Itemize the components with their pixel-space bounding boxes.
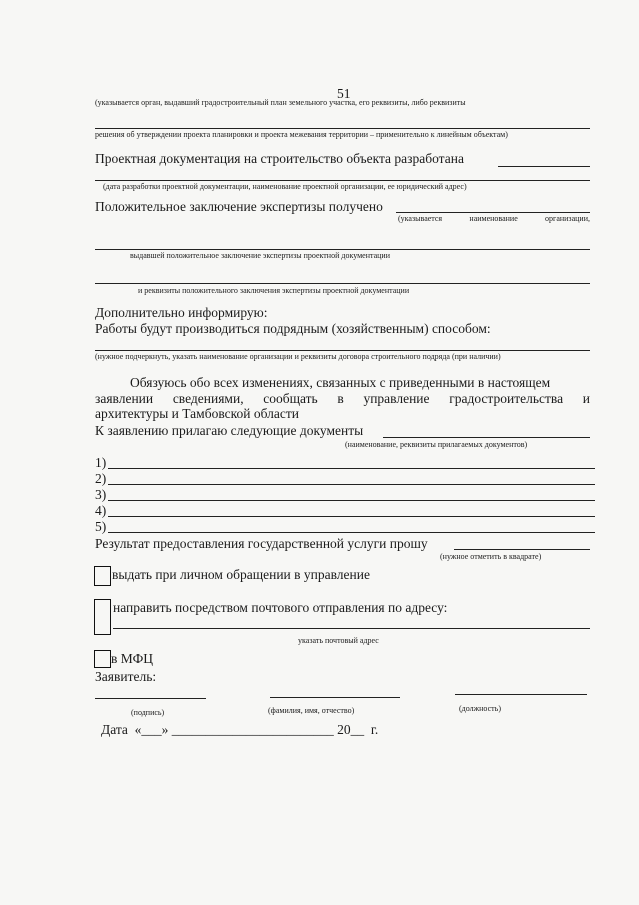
attachment-number: 4) [95,503,107,518]
attachment-number: 5) [95,519,107,534]
applicant-label: Заявитель: [95,669,157,684]
obligation-word: и [582,391,590,406]
position-caption: (должность) [459,704,501,713]
full-name-caption: (фамилия, имя, отчество) [268,706,355,715]
address-fill-line[interactable] [113,628,590,629]
obligation-word: в [337,391,344,406]
date-close-quote: » [161,722,169,737]
obligation-line-1: Обязуюсь обо всех изменениях, связанных с приведенными в настоящем [130,375,551,390]
expertise-note-word: (указывается [398,214,443,223]
obligation-word: градостроительства [449,391,564,406]
attachment-line[interactable] [108,500,595,501]
result-fill-line[interactable] [454,549,590,550]
design-doc-label: Проектная документация на строительство объекта разработана [95,151,464,166]
option-checkbox-mail[interactable] [94,599,111,635]
obligation-word: управление [363,391,430,406]
works-fill-line[interactable] [95,350,590,351]
date-year[interactable]: 20__ [337,722,365,737]
attachment-line[interactable] [108,516,595,517]
works-note: (нужное подчеркнуть, указать наименование организации и реквизиты договора строительного подряда (при наличии) [95,352,501,361]
expertise-note-1 [398,214,590,223]
address-note: указать почтовый адрес [298,636,379,645]
expertise-label: Положительное заключение экспертизы получено [95,199,383,214]
obligation-line-2 [95,391,590,407]
works-label: Работы будут производиться подрядным (хозяйственным) способом: [95,321,491,336]
obligation-word: сообщать [263,391,318,406]
expertise-note-word: наименование [469,214,518,223]
date-label: Дата [101,722,128,737]
option-checkbox-mfc[interactable] [94,650,111,668]
position-line[interactable] [455,694,587,695]
obligation-line-3: архитектуры и Тамбовской области [95,406,299,421]
date-row [101,722,378,738]
date-open-quote: « [134,722,142,737]
expertise-note-2: выдавшей положительное заключение экспертизы проектной документации [130,251,390,260]
option-mail-label: направить посредством почтового отправления по адресу: [113,600,448,615]
attachments-fill-line[interactable] [383,437,590,438]
signature-line[interactable] [95,698,206,699]
option-checkbox-personal[interactable] [94,566,111,586]
expertise-fill-line-2[interactable] [95,249,590,250]
option-personal-label: выдать при личном обращении в управление [112,567,370,582]
obligation-word: заявлении [95,391,154,406]
attachments-label: К заявлению прилагаю следующие документы [95,423,364,438]
attachment-line[interactable] [108,532,595,533]
signature-caption: (подпись) [131,708,165,717]
expertise-fill-line-3[interactable] [95,283,590,284]
design-doc-note: (дата разработки проектной документации, наименование проектной организации, ее юридический адрес) [103,182,467,191]
header-note-2: решения об утверждении проекта планировки и проекта межевания территории – применительно к линейным объектам) [95,130,508,139]
full-name-line[interactable] [270,697,400,698]
date-suffix: г. [370,722,379,737]
expertise-note-3: и реквизиты положительного заключения экспертизы проектной документации [138,286,410,295]
date-day-blank[interactable]: ___ [141,722,162,737]
header-note-1: (указывается орган, выдавший градостроительный план земельного участка, его реквизиты, либо реквизиты [95,98,466,107]
additional-label: Дополнительно информирую: [95,305,268,320]
attachment-number: 1) [95,455,107,470]
date-month-blank[interactable]: ________________________ [171,722,334,737]
expertise-note-word: организации, [545,214,590,223]
option-mfc-label: в МФЦ [111,651,153,666]
header-fill-line [95,128,590,129]
design-doc-fill-line-2[interactable] [95,180,590,181]
result-label: Результат предоставления государственной услуги прошу [95,536,428,551]
attachment-number: 2) [95,471,107,486]
attachment-line[interactable] [108,468,595,469]
page-number: 51 [337,86,351,101]
design-doc-fill-line[interactable] [498,166,590,167]
expertise-fill-line[interactable] [396,212,590,213]
obligation-word: сведениями, [172,391,244,406]
attachment-line[interactable] [108,484,595,485]
result-note: (нужное отметить в квадрате) [440,552,542,561]
attachments-note: (наименование, реквизиты прилагаемых документов) [345,440,528,449]
attachment-number: 3) [95,487,107,502]
